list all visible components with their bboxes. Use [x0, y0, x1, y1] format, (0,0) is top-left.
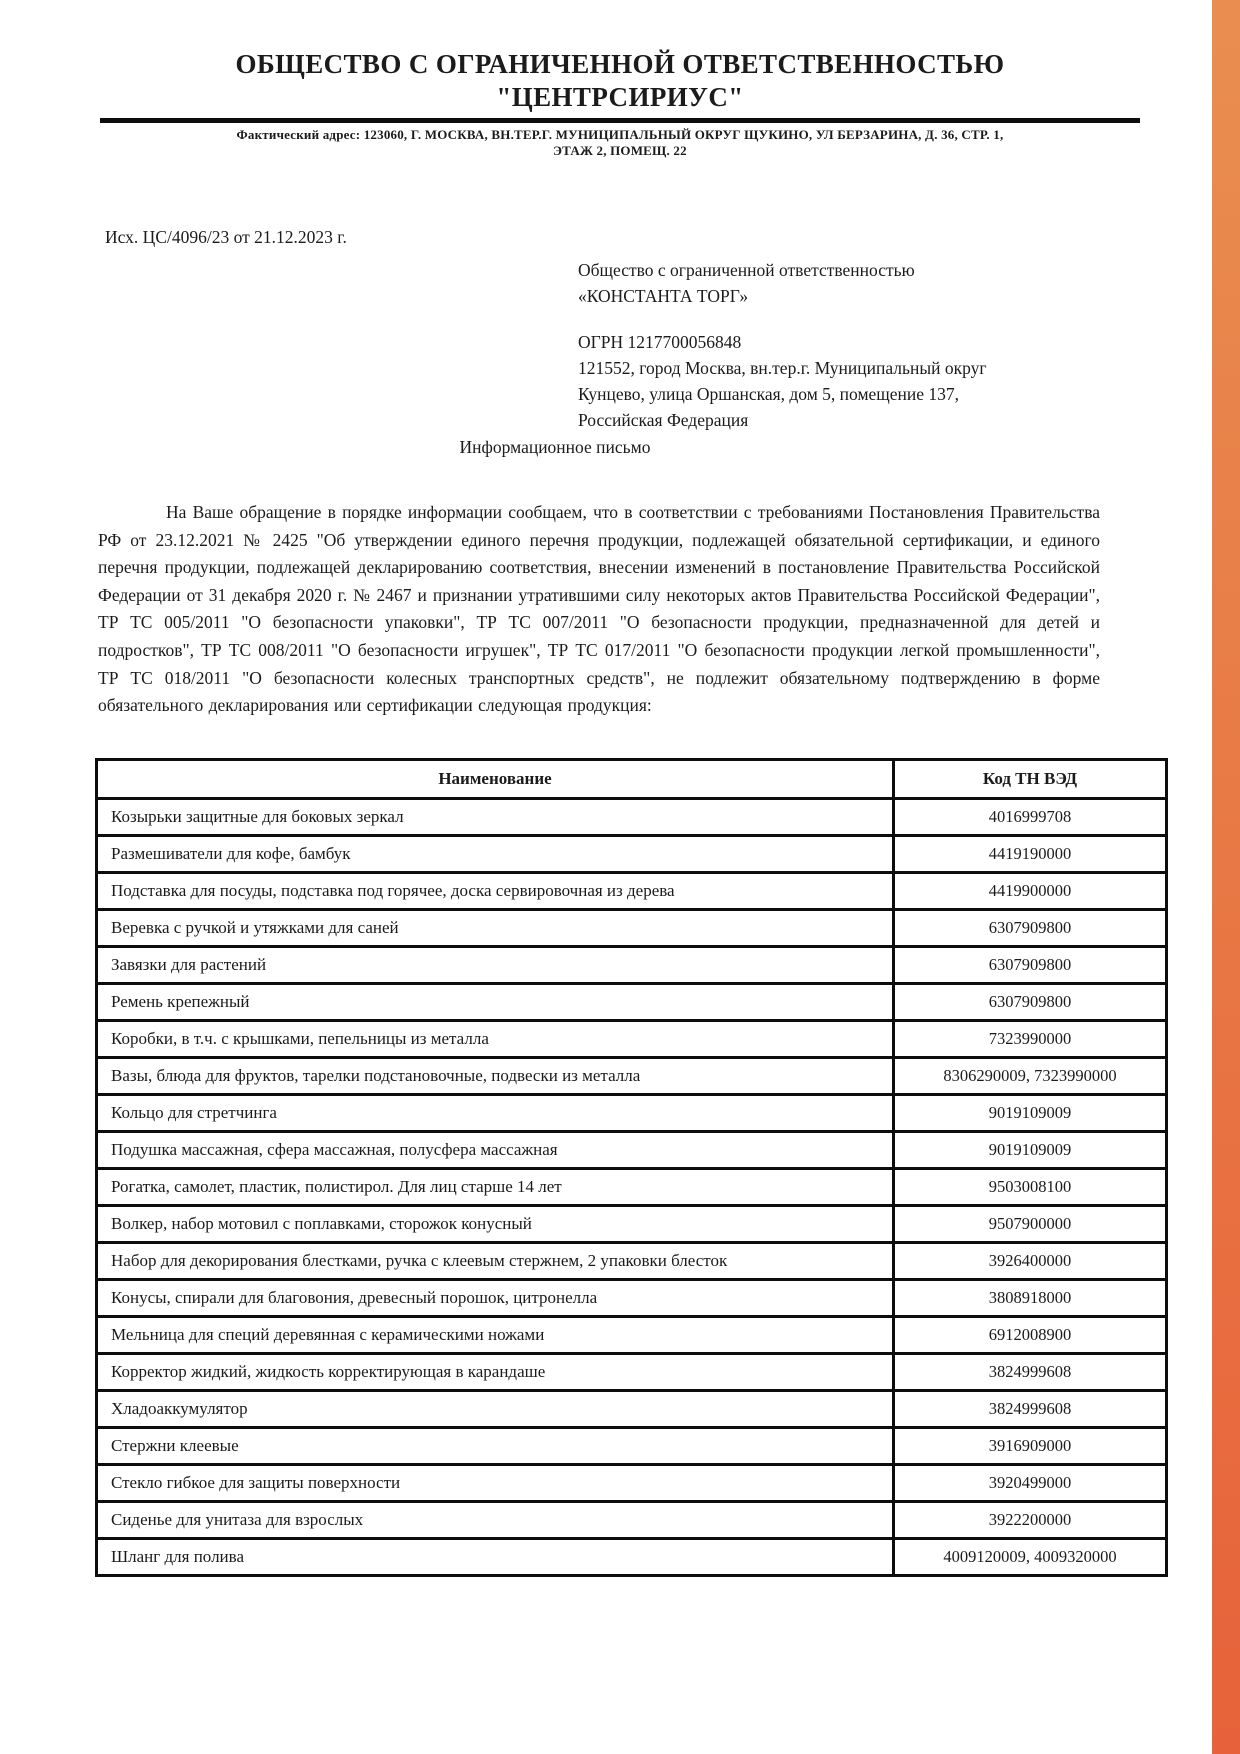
product-name-cell: Рогатка, самолет, пластик, полистирол. Для лиц старше 14 лет	[97, 1168, 894, 1205]
product-code-cell: 6307909800	[894, 946, 1167, 983]
letter-subject: Информационное письмо	[459, 437, 651, 457]
table-row	[97, 1316, 1167, 1353]
table-row	[97, 1131, 1167, 1168]
product-name-cell: Набор для декорирования блестками, ручка с клеевым стержнем, 2 упаковки блесток	[97, 1242, 894, 1279]
table-row	[97, 1057, 1167, 1094]
product-code-cell: 9019109009	[894, 1131, 1167, 1168]
page-accent-stripe	[1212, 0, 1240, 1754]
table-row	[97, 1501, 1167, 1538]
product-name-cell: Мельница для специй деревянная с керамическими ножами	[97, 1316, 894, 1353]
table-row	[97, 835, 1167, 872]
column-header-code: Код ТН ВЭД	[894, 759, 1167, 798]
table-row	[97, 1390, 1167, 1427]
product-code-cell: 3926400000	[894, 1242, 1167, 1279]
product-name-cell: Ремень крепежный	[97, 983, 894, 1020]
company-address-line2: ЭТАЖ 2, ПОМЕЩ. 22	[553, 143, 687, 158]
product-name-cell: Завязки для растений	[97, 946, 894, 983]
table-row	[97, 1279, 1167, 1316]
product-code-cell: 4016999708	[894, 798, 1167, 835]
letterhead-divider	[100, 118, 1140, 123]
table-row	[97, 1353, 1167, 1390]
product-code-cell: 7323990000	[894, 1020, 1167, 1057]
product-code-cell: 4009120009, 4009320000	[894, 1538, 1167, 1575]
company-address-line1: Фактический адрес: 123060, Г. МОСКВА, ВН.ТЕР.Г. МУНИЦИПАЛЬНЫЙ ОКРУГ ЩУКИНО, УЛ БЕРЗАРИНА, Д. 36, СТР. 1,	[236, 127, 1004, 142]
product-code-cell: 3916909000	[894, 1427, 1167, 1464]
table-header-row	[97, 759, 1167, 798]
product-code-cell: 3824999608	[894, 1390, 1167, 1427]
table-row	[97, 1242, 1167, 1279]
product-code-cell: 3824999608	[894, 1353, 1167, 1390]
table-row	[97, 983, 1167, 1020]
product-name-cell: Хладоаккумулятор	[97, 1390, 894, 1427]
product-name-cell: Шланг для полива	[97, 1538, 894, 1575]
recipient-org-line2: «КОНСТАНТА ТОРГ»	[578, 286, 749, 306]
product-name-cell: Стержни клеевые	[97, 1427, 894, 1464]
table-row	[97, 946, 1167, 983]
product-code-cell: 6307909800	[894, 909, 1167, 946]
product-name-cell: Размешиватели для кофе, бамбук	[97, 835, 894, 872]
product-code-cell: 6307909800	[894, 983, 1167, 1020]
product-table-body	[97, 798, 1167, 1575]
product-name-cell: Конусы, спирали для благовония, древесный порошок, цитронелла	[97, 1279, 894, 1316]
product-name-cell: Козырьки защитные для боковых зеркал	[97, 798, 894, 835]
column-header-name: Наименование	[97, 759, 894, 798]
product-code-cell: 3920499000	[894, 1464, 1167, 1501]
recipient-spacer	[578, 309, 1138, 329]
product-name-cell: Кольцо для стретчинга	[97, 1094, 894, 1131]
recipient-block	[578, 257, 1138, 433]
product-code-cell: 9019109009	[894, 1094, 1167, 1131]
table-row	[97, 1538, 1167, 1575]
letterhead	[0, 0, 1240, 159]
product-name-cell: Стекло гибкое для защиты поверхности	[97, 1464, 894, 1501]
table-row	[97, 798, 1167, 835]
table-row	[97, 1094, 1167, 1131]
product-code-cell: 4419190000	[894, 835, 1167, 872]
product-code-cell: 6912008900	[894, 1316, 1167, 1353]
letter-body-paragraph: На Ваше обращение в порядке информации сообщаем, что в соответствии с требованиями Постановления Правительства РФ от 23.12.2021 № 2425 "Об утверждении единого перечня продукции, подлежащей обязательной сертификации, и единого перечня продукции, подлежащей декларированию соответствия, внесении изменений в постановление Правительства Российской Федерации от 31 декабря 2020 г. № 2467 и признании утратившими силу некоторых актов Правительства Российской Федерации", ТР ТС 005/2011 "О безопасности упаковки", ТР ТС 007/2011 "О безопасности продукции, предназначенной для детей и подростков", ТР ТС 008/2011 "О безопасности игрушек", ТР ТС 017/2011 "О безопасности продукции легкой промышленности", ТР ТС 018/2011 "О безопасности колесных транспортных средств", не подлежит обязательному подтверждению в форме обязательного декларирования или сертификации следующая продукция:	[98, 502, 1100, 716]
product-code-cell: 3808918000	[894, 1279, 1167, 1316]
company-title-line1: ОБЩЕСТВО С ОГРАНИЧЕННОЙ ОТВЕТСТВЕННОСТЬЮ	[235, 49, 1005, 79]
table-row	[97, 1205, 1167, 1242]
product-name-cell: Коробки, в т.ч. с крышками, пепельницы из металла	[97, 1020, 894, 1057]
product-code-cell: 4419900000	[894, 872, 1167, 909]
product-name-cell: Вазы, блюда для фруктов, тарелки подстановочные, подвески из металла	[97, 1057, 894, 1094]
recipient-org-line1: Общество с ограниченной ответственностью	[578, 260, 915, 280]
product-name-cell: Сиденье для унитаза для взрослых	[97, 1501, 894, 1538]
table-row	[97, 1464, 1167, 1501]
product-code-cell: 9503008100	[894, 1168, 1167, 1205]
product-name-cell: Подушка массажная, сфера массажная, полусфера массажная	[97, 1131, 894, 1168]
table-row	[97, 1020, 1167, 1057]
product-code-cell: 9507900000	[894, 1205, 1167, 1242]
table-row	[97, 909, 1167, 946]
product-name-cell: Веревка с ручкой и утяжками для саней	[97, 909, 894, 946]
product-name-cell: Волкер, набор мотовил с поплавками, сторожок конусный	[97, 1205, 894, 1242]
recipient-address-line1: 121552, город Москва, вн.тер.г. Муниципальный округ	[578, 358, 987, 378]
recipient-address-line3: Российская Федерация	[578, 410, 749, 430]
product-codes-table	[95, 758, 1168, 1577]
table-row	[97, 1168, 1167, 1205]
table-row	[97, 872, 1167, 909]
outgoing-reference: Исх. ЦС/4096/23 от 21.12.2023 г.	[105, 227, 347, 247]
product-name-cell: Корректор жидкий, жидкость корректирующая в карандаше	[97, 1353, 894, 1390]
recipient-address-line2: Кунцево, улица Оршанская, дом 5, помещение 137,	[578, 384, 960, 404]
company-title-line2: "ЦЕНТРСИРИУС"	[496, 82, 744, 112]
recipient-ogrn: ОГРН 1217700056848	[578, 332, 742, 352]
product-name-cell: Подставка для посуды, подставка под горячее, доска сервировочная из дерева	[97, 872, 894, 909]
table-row	[97, 1427, 1167, 1464]
product-code-cell: 3922200000	[894, 1501, 1167, 1538]
product-code-cell: 8306290009, 7323990000	[894, 1057, 1167, 1094]
